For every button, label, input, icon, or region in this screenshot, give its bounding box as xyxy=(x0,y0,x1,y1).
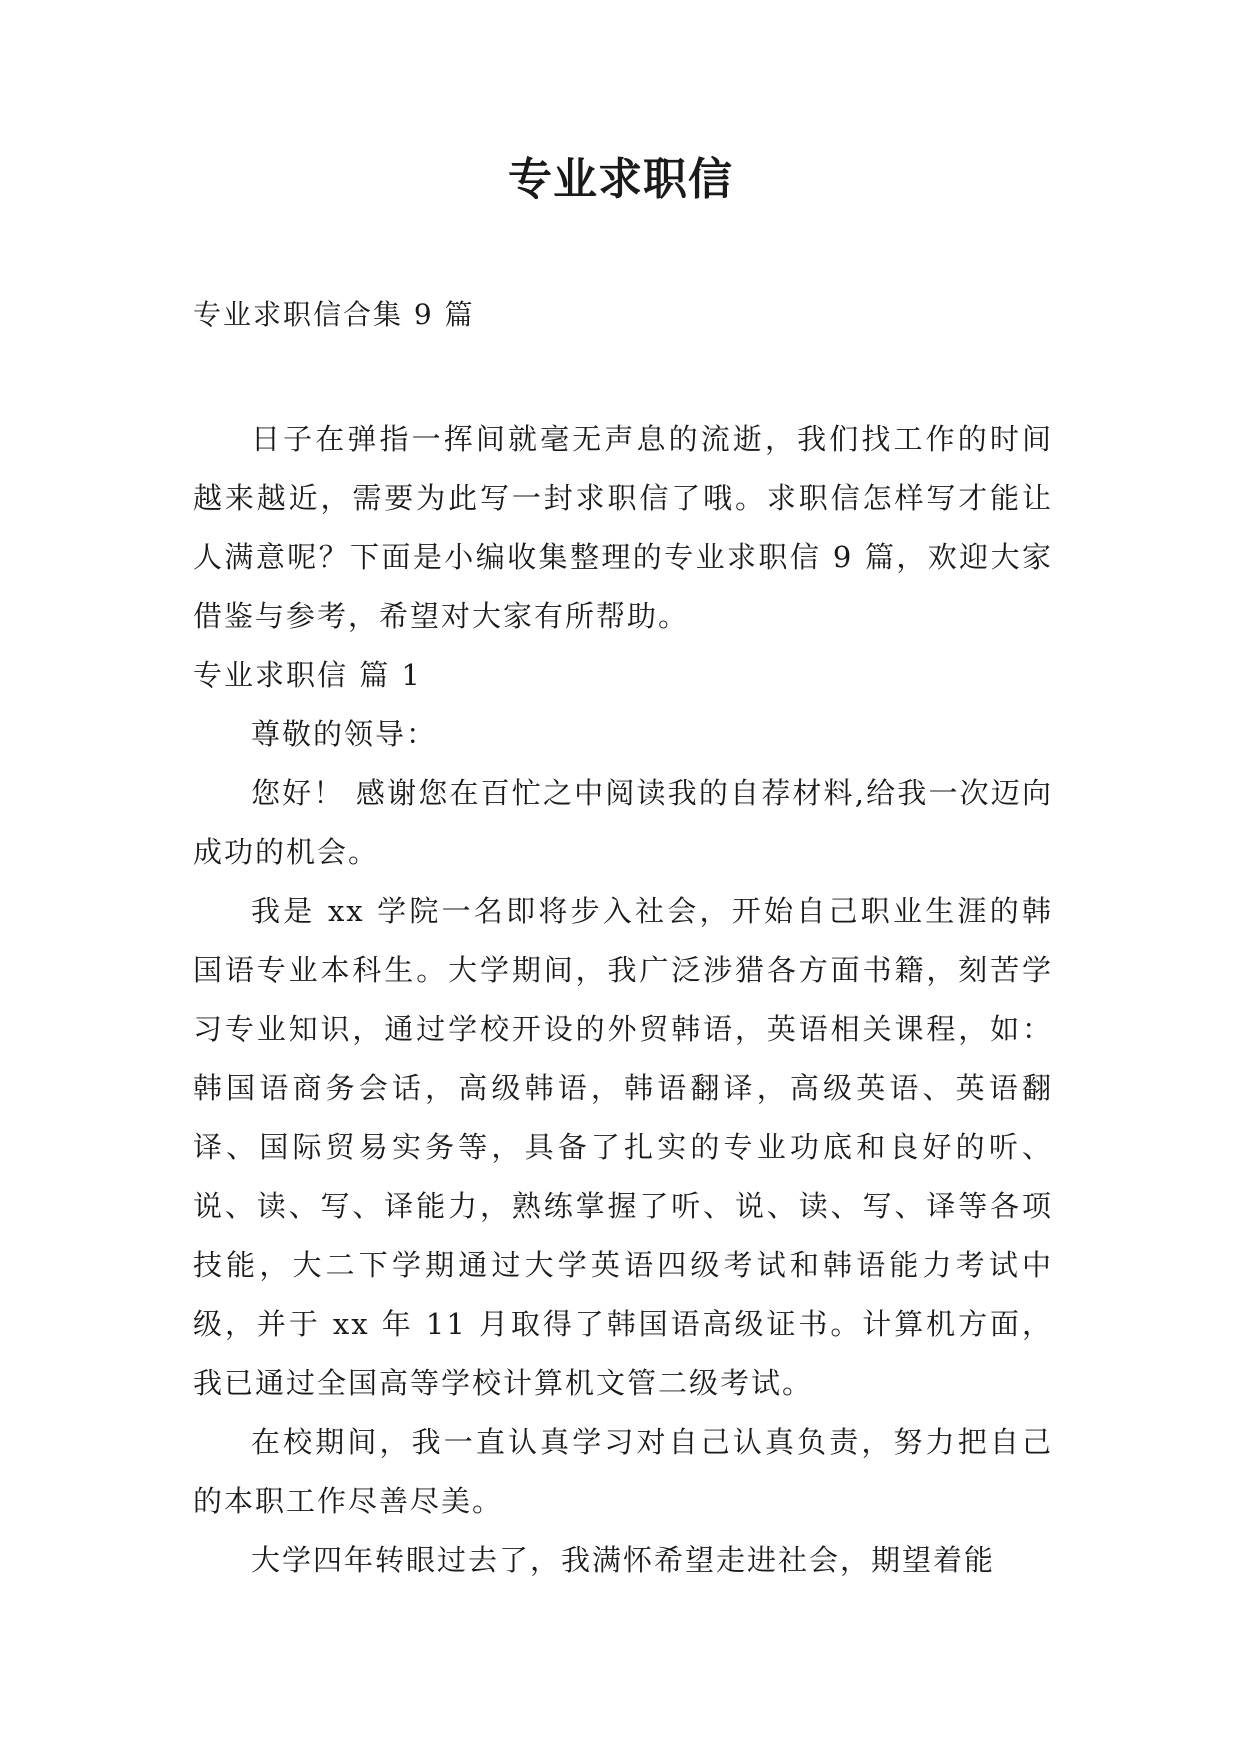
school-paragraph: 在校期间，我一直认真学习对自己认真负责，努力把自己的本职工作尽善尽美。 xyxy=(193,1425,1053,1518)
greeting-paragraph: 您好！ 感谢您在百忙之中阅读我的自荐材料,给我一次迈向成功的机会。 xyxy=(193,776,1053,869)
intro-paragraph: 日子在弹指一挥间就毫无声息的流逝，我们找工作的时间越来越近，需要为此写一封求职信了哦。求职信怎样写才能让人满意呢？下面是小编收集整理的专业求职信 9 篇，欢迎大家借鉴与参考，希望对大家有所帮助。 xyxy=(193,422,1053,633)
closing-paragraph: 大学四年转眼过去了，我满怀希望走进社会，期望着能 xyxy=(251,1543,996,1577)
document-body xyxy=(193,410,1053,1590)
document-title: 专业求职信 xyxy=(508,154,733,205)
section-heading: 专业求职信 篇 1 xyxy=(193,658,422,692)
salutation: 尊敬的领导： xyxy=(251,717,438,751)
education-paragraph: 我是 xx 学院一名即将步入社会，开始自己职业生涯的韩国语专业本科生。大学期间，我广泛涉猎各方面书籍，刻苦学习专业知识，通过学校开设的外贸韩语，英语相关课程，如：韩国语商务会话，高级韩语，韩语翻译，高级英语、英语翻译、国际贸易实务等，具备了扎实的专业功底和良好的听、说、读、写、译能力，熟练掌握了听、说、读、写、译等各项技能，大二下学期通过大学英语四级考试和韩语能力考试中级，并于 xx 年 11 月取得了韩国语高级证书。计算机方面，我已通过全国高等学校计算机文管二级考试。 xyxy=(193,894,1053,1400)
document-subtitle: 专业求职信合集 9 篇 xyxy=(193,298,475,331)
